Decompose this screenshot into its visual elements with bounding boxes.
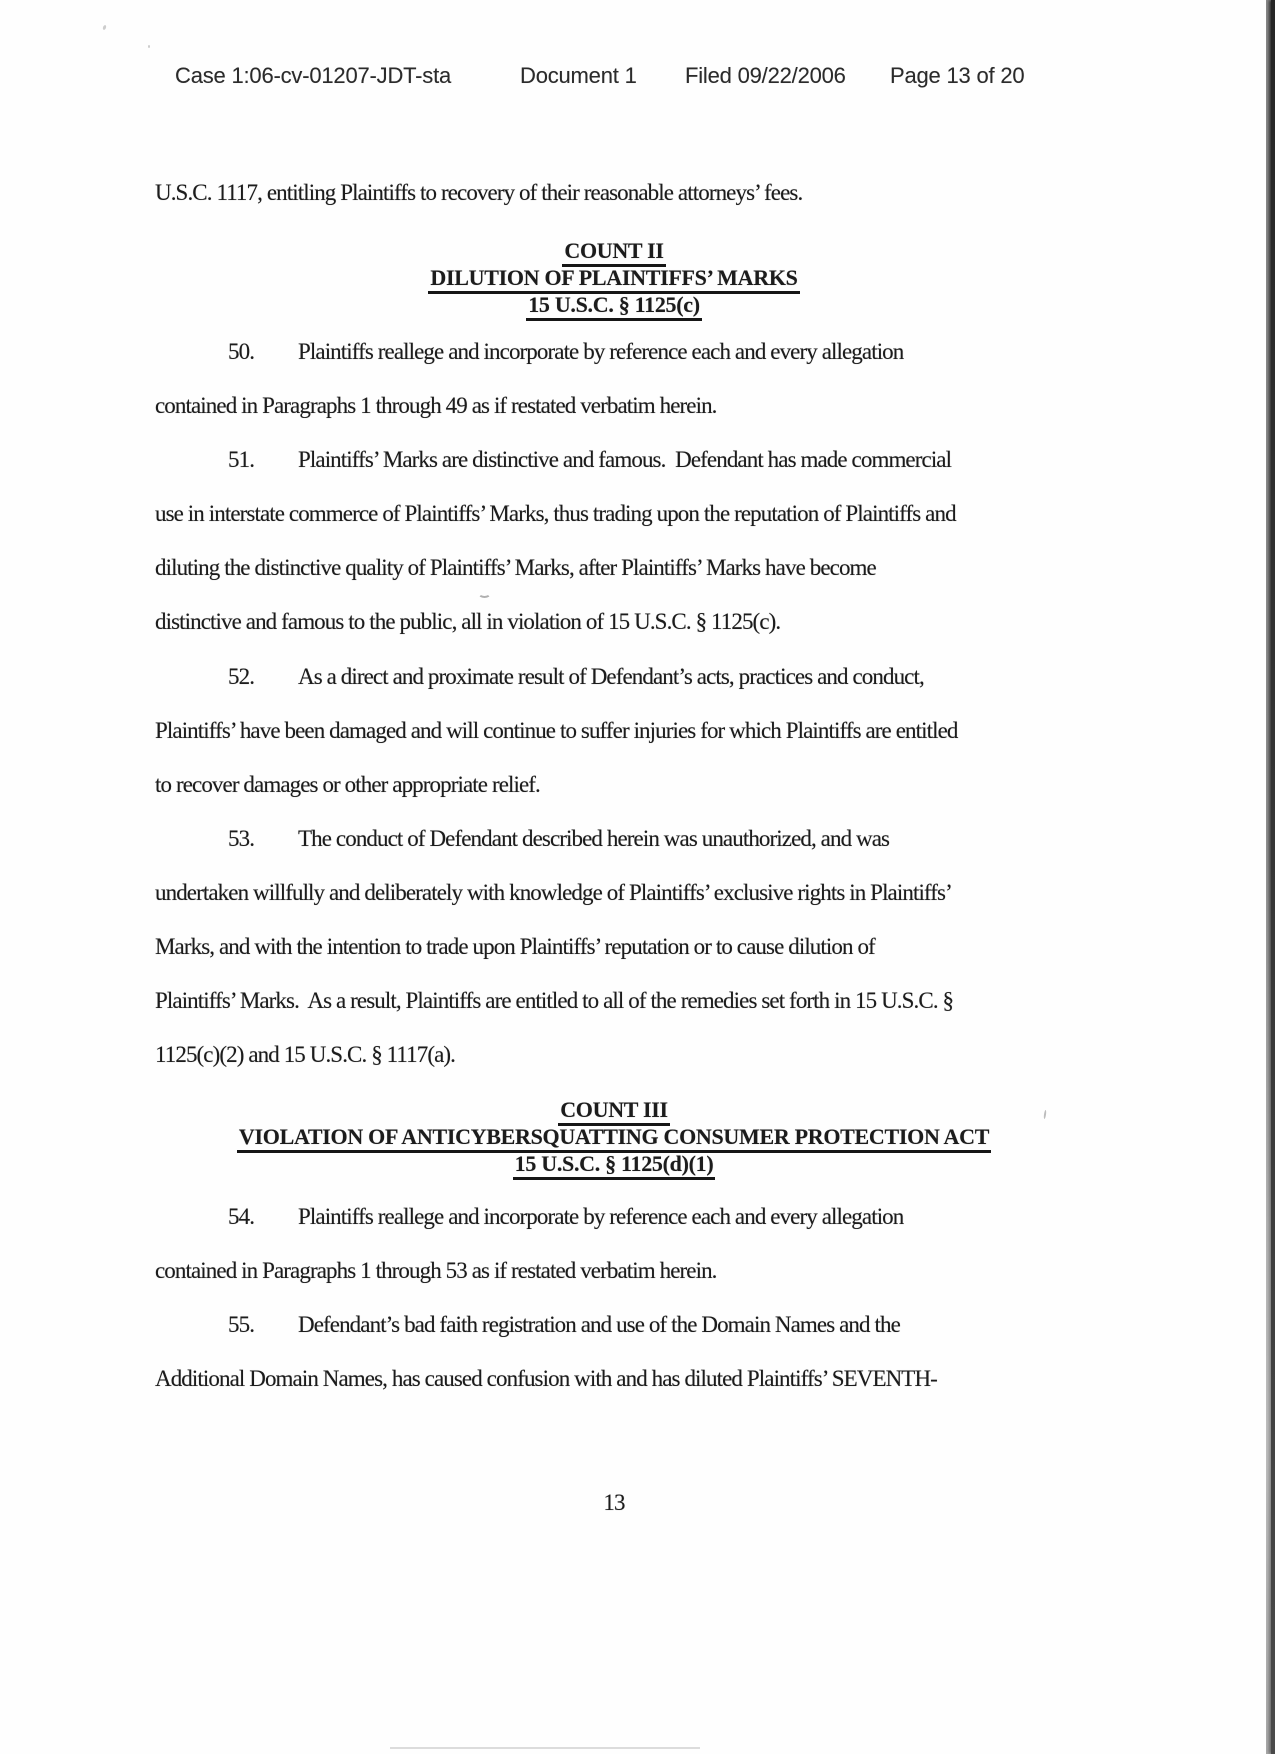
count-iii-subtitle: VIOLATION OF ANTICYBERSQUATTING CONSUMER PROTECTION ACT (237, 1124, 991, 1153)
scan-speck (148, 45, 150, 48)
header-document-label: Document 1 (520, 63, 637, 88)
heading-line (155, 237, 1073, 264)
paragraph-number: 51. (228, 447, 255, 472)
document-body (155, 0, 1073, 1754)
header-filed-date: Filed 09/22/2006 (685, 63, 846, 88)
paragraph-number: 50. (228, 339, 255, 364)
heading-line (155, 291, 1073, 318)
paragraph-line: Marks, and with the intention to trade upon Plaintiffs’ reputation or to cause dilution of (155, 934, 875, 960)
paragraph-text: Plaintiffs’ Marks are distinctive and famous. Defendant has made commercial (298, 447, 952, 472)
count-ii-statute: 15 U.S.C. § 1125(c) (526, 292, 702, 321)
intro-line: U.S.C. 1117, entitling Plaintiffs to recovery of their reasonable attorneys’ fees. (155, 180, 803, 205)
paragraph-number: 53. (228, 826, 255, 851)
paragraph-line (155, 325, 1073, 379)
paragraph-55 (155, 1298, 1073, 1406)
scan-speck (102, 25, 107, 31)
paragraph-line: Plaintiffs’ have been damaged and will continue to suffer injuries for which Plaintiffs are entitled (155, 718, 958, 744)
paragraph-line: contained in Paragraphs 1 through 49 as if restated verbatim herein. (155, 393, 717, 419)
paragraph-50 (155, 325, 1073, 433)
paragraph-52 (155, 650, 1073, 812)
heading-line (155, 1150, 1073, 1177)
header-case-number: Case 1:06-cv-01207-JDT-sta (175, 63, 452, 88)
paragraph-line (155, 1298, 1073, 1352)
paragraph-line (155, 1190, 1073, 1244)
paragraph-number: 55. (228, 1312, 255, 1337)
paragraph-line (155, 812, 1073, 866)
paragraph-line (155, 650, 1073, 704)
paragraph-line: use in interstate commerce of Plaintiffs’ Marks, thus trading upon the reputation of Plaintiffs and (155, 501, 956, 527)
count-ii-subtitle: DILUTION OF PLAINTIFFS’ MARKS (428, 265, 799, 294)
paragraph-line: to recover damages or other appropriate relief. (155, 772, 540, 798)
paragraph-line: Plaintiffs’ Marks. As a result, Plaintiffs are entitled to all of the remedies set forth in 15 U.S.C. § (155, 988, 954, 1014)
count-iii-heading (155, 1096, 1073, 1177)
paragraph-text: Plaintiffs reallege and incorporate by reference each and every allegation (298, 1204, 904, 1229)
paragraph-line: diluting the distinctive quality of Plaintiffs’ Marks, after Plaintiffs’ Marks have become (155, 555, 876, 581)
paragraph-line: undertaken willfully and deliberately with knowledge of Plaintiffs’ exclusive rights in Plaintiffs’ (155, 880, 952, 906)
paragraph-line: Additional Domain Names, has caused confusion with and has diluted Plaintiffs’ SEVENTH- (155, 1366, 937, 1392)
count-ii-heading (155, 237, 1073, 318)
paragraph-text: Plaintiffs reallege and incorporate by reference each and every allegation (298, 339, 904, 364)
paragraph-text: As a direct and proximate result of Defendant’s acts, practices and conduct, (298, 664, 924, 689)
count-iii-statute: 15 U.S.C. § 1125(d)(1) (513, 1151, 716, 1180)
paragraph-line: 1125(c)(2) and 15 U.S.C. § 1117(a). (155, 1042, 456, 1068)
paragraph-text: The conduct of Defendant described herein was unauthorized, and was (298, 826, 890, 851)
paragraph-line: contained in Paragraphs 1 through 53 as if restated verbatim herein. (155, 1258, 717, 1284)
paragraph-53 (155, 812, 1073, 1082)
heading-line (155, 1096, 1073, 1123)
paragraph-54 (155, 1190, 1073, 1298)
count-iii-title: COUNT III (558, 1097, 670, 1126)
paragraph-51 (155, 433, 1073, 649)
heading-line (155, 1123, 1073, 1150)
count-ii-title: COUNT II (562, 238, 665, 267)
paragraph-line: distinctive and famous to the public, all in violation of 15 U.S.C. § 1125(c). (155, 609, 781, 635)
paragraph-line (155, 433, 1073, 487)
paragraph-text: Defendant’s bad faith registration and use of the Domain Names and the (298, 1312, 900, 1337)
scan-line-artifact (390, 1747, 700, 1749)
page-number: 13 (603, 1490, 625, 1515)
scan-smudge (478, 589, 491, 598)
paragraph-number: 52. (228, 664, 255, 689)
scanner-edge-band (1266, 0, 1275, 1754)
heading-line (155, 264, 1073, 291)
header-page-indicator: Page 13 of 20 (890, 63, 1025, 88)
paragraph-number: 54. (228, 1204, 255, 1229)
